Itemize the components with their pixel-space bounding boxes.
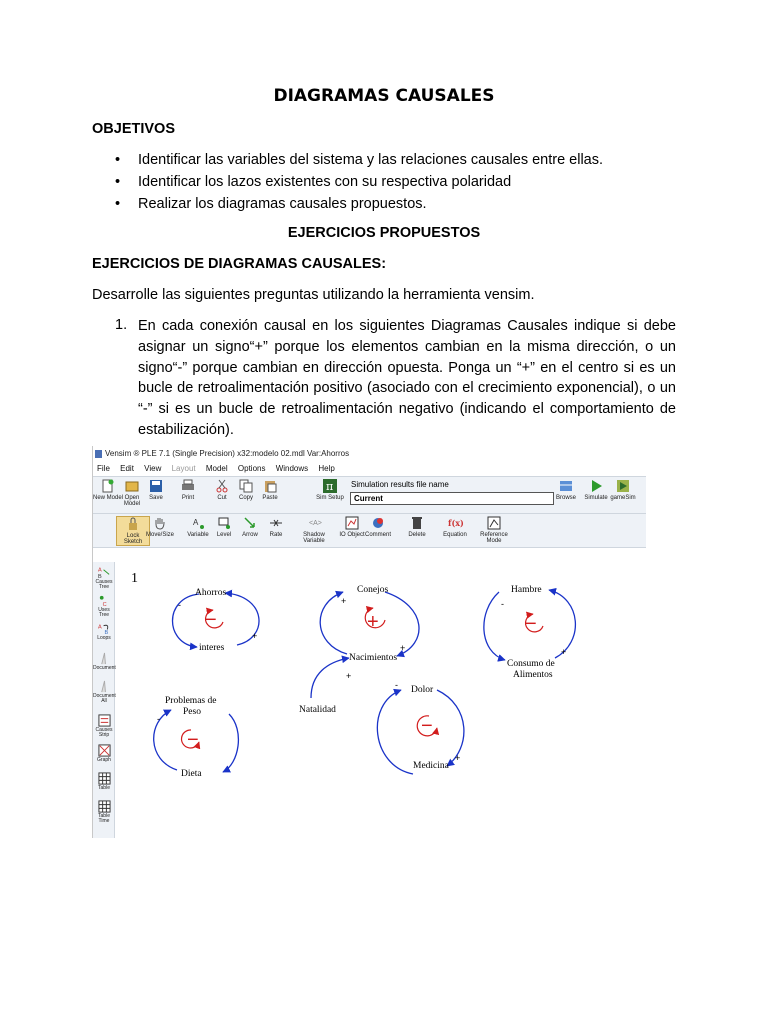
svg-text:π: π	[326, 480, 334, 493]
sim-setup-icon	[323, 479, 337, 493]
causes-strip-button[interactable]: Causes Strip	[93, 714, 115, 738]
svg-text:B: B	[104, 630, 108, 637]
causes-tree-icon	[98, 566, 111, 579]
var-medicina[interactable]: Medicina	[413, 761, 449, 771]
table-icon	[98, 772, 111, 785]
copy-button[interactable]: Copy	[231, 479, 261, 501]
browse-icon	[559, 479, 573, 493]
browse-button[interactable]: Browse	[551, 479, 581, 501]
cut-button[interactable]: Cut	[207, 479, 237, 501]
link-polarity: -	[157, 714, 160, 724]
analysis-sidebar	[93, 562, 115, 838]
printer-icon	[181, 479, 195, 493]
function-icon	[448, 516, 462, 530]
comment-button[interactable]: Comment	[361, 516, 395, 538]
graph-icon	[98, 744, 111, 757]
document-title: DIAGRAMAS CAUSALES	[273, 86, 495, 106]
link-medicina-dolor[interactable]	[377, 690, 413, 774]
loop-polarity: −	[205, 609, 217, 631]
diagram-conejos	[299, 585, 419, 715]
var-hambre[interactable]: Hambre	[511, 585, 542, 595]
link-natalidad-nacimientos[interactable]	[311, 658, 352, 698]
var-problemas-line1[interactable]: Problemas de	[165, 696, 217, 706]
sim-results-label: Simulation results file name	[351, 480, 449, 489]
reference-mode-icon	[487, 516, 501, 530]
io-object-icon	[345, 516, 359, 530]
causes-tree-button[interactable]: A B Causes Tree	[95, 567, 113, 590]
sketch-canvas[interactable]	[115, 562, 647, 838]
menu-model[interactable]: Model	[205, 464, 228, 473]
var-problemas-line2[interactable]: Peso	[183, 707, 201, 717]
arrow-icon	[243, 516, 257, 530]
objetivos-heading: OBJETIVOS	[92, 121, 175, 137]
window-titlebar	[93, 446, 646, 462]
scissors-icon	[215, 479, 229, 493]
question-text: En cada conexión causal en los siguientes Diagramas Causales indique si debe asignar un signo“+” porque los elementos cambian en la misma dirección, o un signo“-” porque cambian en dirección opuesta. Ponga un “+” en el centro si es un bucle de retroalimentación positivo (asociado con el crecimiento exponencial), o un “-” si es un bucle de retroalimentación negativo (indicando el comportamiento de estabilización).	[138, 318, 676, 438]
var-ahorros[interactable]: Ahorros	[195, 588, 227, 598]
menu-edit[interactable]: Edit	[120, 464, 134, 473]
loop-polarity: +	[367, 611, 379, 633]
causes-strip-icon	[98, 714, 111, 727]
trash-icon	[410, 516, 424, 530]
sketch-toolbar	[93, 514, 646, 548]
move-size-button[interactable]: Move/Size	[143, 516, 177, 538]
menu-windows[interactable]: Windows	[275, 464, 309, 473]
var-dieta[interactable]: Dieta	[181, 769, 202, 779]
link-polarity: -	[501, 599, 504, 609]
window-title: Vensim ® PLE 7.1 (Single Precision) x32:modelo 02.mdl Var:Ahorros	[105, 449, 350, 458]
gamesim-button[interactable]: gameSim	[608, 479, 638, 501]
paste-icon	[263, 479, 277, 493]
vensim-app-icon	[95, 450, 102, 458]
table-button[interactable]: Table	[93, 772, 115, 791]
new-model-button[interactable]: New Model	[93, 479, 123, 501]
list-item: • Identificar las variables del sistema y las relaciones causales entre ellas.	[115, 150, 603, 172]
diagram-ahorros	[173, 588, 259, 653]
comment-icon	[371, 516, 385, 530]
sim-results-input[interactable]: Current	[350, 492, 554, 505]
link-polarity: +	[341, 596, 347, 606]
svg-text:A: A	[97, 624, 102, 631]
uses-tree-button[interactable]: C Uses Tree	[93, 594, 115, 618]
loops-icon	[98, 622, 111, 635]
paste-button[interactable]: Paste	[255, 479, 285, 501]
lock-sketch-button[interactable]: Lock Sketch	[116, 516, 150, 546]
uses-tree-icon	[98, 594, 111, 607]
menu-help[interactable]: Help	[318, 464, 335, 473]
play-icon	[589, 479, 603, 493]
loop-polarity: −	[525, 613, 537, 635]
rate-button[interactable]: Rate	[259, 516, 293, 538]
rate-icon	[269, 516, 283, 530]
ejercicios-heading: EJERCICIOS DE DIAGRAMAS CAUSALES:	[92, 256, 387, 272]
var-interes[interactable]: interes	[199, 643, 225, 653]
document-tool-icon	[98, 652, 111, 665]
link-polarity: -	[178, 600, 181, 610]
save-icon	[149, 479, 163, 493]
diagram-dolor	[377, 680, 464, 774]
graph-button[interactable]: Graph	[93, 744, 115, 763]
link-polarity: +	[400, 643, 406, 653]
list-item: • Identificar los lazos existentes con su respectiva polaridad	[115, 172, 603, 194]
io-object-button[interactable]: IO Object	[335, 516, 369, 538]
lock-icon	[126, 517, 140, 531]
link-polarity: +	[346, 671, 352, 681]
var-nacimientos[interactable]: Nacimientos	[349, 653, 398, 663]
loop-polarity: −	[421, 715, 433, 737]
question-number: 1.	[115, 317, 128, 333]
shadow-variable-button[interactable]: <A> Shadow Variable	[297, 516, 331, 544]
loop-polarity: −	[187, 729, 199, 751]
vensim-window	[92, 446, 646, 838]
intro-paragraph: Desarrolle las siguientes preguntas utilizando la herramienta vensim.	[92, 287, 535, 303]
main-toolbar	[93, 476, 646, 514]
link-polarity: +	[252, 631, 258, 641]
menu-options[interactable]: Options	[237, 464, 266, 473]
open-model-button[interactable]: Open Model	[117, 479, 147, 507]
diagram-number: 1	[131, 571, 138, 586]
table-time-button[interactable]: Table Time	[93, 800, 115, 824]
diagram-peso	[154, 696, 239, 779]
svg-text:A: A	[193, 518, 199, 527]
svg-text:A: A	[97, 567, 102, 574]
menu-file[interactable]: File	[97, 464, 110, 473]
hand-icon	[153, 516, 167, 530]
document-button[interactable]: Document	[93, 652, 115, 671]
save-button[interactable]: Save	[141, 479, 171, 501]
variable-icon	[191, 516, 205, 530]
reference-mode-button[interactable]: Reference Mode	[477, 516, 511, 544]
shadow-variable-icon	[307, 516, 321, 530]
var-natalidad[interactable]: Natalidad	[299, 705, 336, 715]
level-icon	[217, 516, 231, 530]
link-polarity: +	[455, 753, 461, 763]
menu-bar	[93, 462, 646, 476]
table-time-icon	[98, 800, 111, 813]
variable-button[interactable]: A Variable	[187, 518, 209, 538]
simulate-button[interactable]: Simulate	[581, 479, 611, 501]
diagram-hambre	[484, 585, 576, 680]
menu-layout[interactable]: Layout	[171, 464, 196, 473]
link-peso-dieta[interactable]	[223, 714, 238, 772]
menu-view[interactable]: View	[144, 464, 162, 473]
var-consumo-line2[interactable]: Alimentos	[513, 670, 553, 680]
level-button[interactable]: Level	[207, 516, 241, 538]
list-item: • Realizar los diagramas causales propuestos.	[115, 194, 603, 216]
delete-button[interactable]: Delete	[400, 516, 434, 538]
ejercicios-propuestos-heading: EJERCICIOS PROPUESTOS	[287, 225, 481, 241]
objetivos-list	[115, 150, 603, 216]
var-dolor[interactable]: Dolor	[411, 685, 434, 695]
gamesim-icon	[616, 479, 630, 493]
new-file-icon	[101, 479, 115, 493]
loops-button[interactable]: A B Loops	[93, 622, 115, 641]
sim-setup-button[interactable]: π Sim Setup	[316, 480, 344, 501]
svg-text:<A>: <A>	[309, 520, 322, 527]
svg-text:f(x): f(x)	[448, 518, 464, 528]
link-polarity: +	[561, 647, 567, 657]
svg-text:B: B	[97, 574, 102, 581]
svg-text:C: C	[102, 602, 107, 609]
print-button[interactable]: Print	[173, 479, 203, 501]
var-conejos[interactable]: Conejos	[357, 585, 389, 595]
arrow-button[interactable]: Arrow	[233, 516, 267, 538]
equation-button[interactable]: f(x) Equation	[443, 518, 467, 538]
link-ahorros-interes[interactable]	[173, 594, 200, 647]
document-all-icon	[98, 680, 111, 693]
link-polarity: -	[395, 680, 398, 690]
folder-icon	[125, 479, 139, 493]
copy-icon	[239, 479, 253, 493]
document-all-button[interactable]: Document All	[93, 680, 115, 704]
var-consumo-line1[interactable]: Consumo de	[507, 659, 555, 669]
